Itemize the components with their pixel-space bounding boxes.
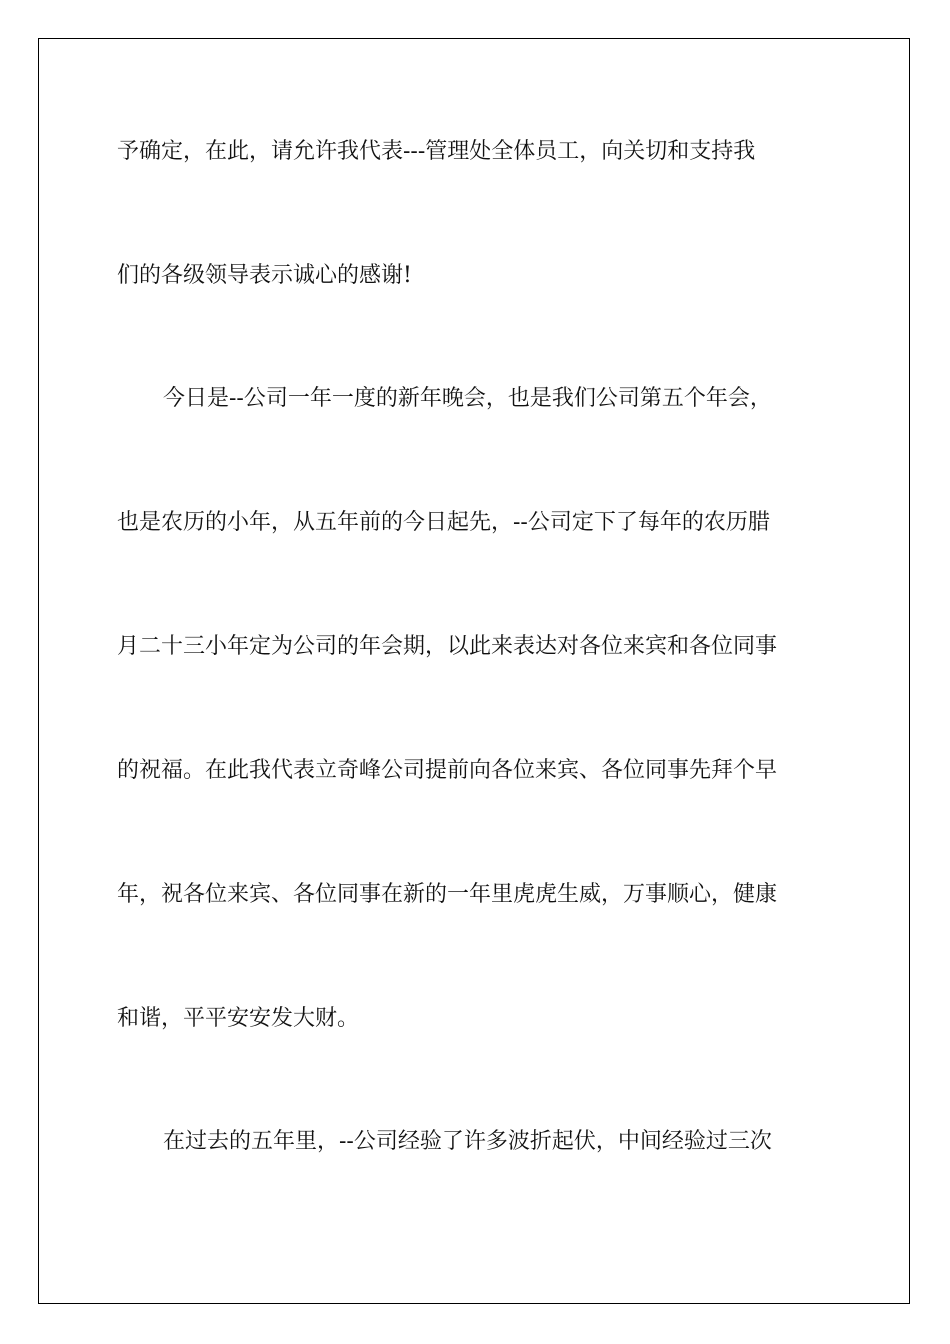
paragraph-first-line: 在过去的五年里，--公司经验了许多波折起伏，中间经验过三次 (163, 1129, 772, 1154)
paragraph-first-line: 今日是--公司一年一度的新年晚会，也是我们公司第五个年会， (163, 386, 772, 411)
body-text-line: 年，祝各位来宾、各位同事在新的一年里虎虎生威，万事顺心，健康 (117, 882, 778, 907)
body-text-line: 也是农历的小年，从五年前的今日起先，--公司定下了每年的农历腊 (117, 510, 770, 535)
page-frame (38, 38, 910, 1304)
body-text-line: 和谐，平平安安发大财。 (117, 1006, 360, 1031)
body-text-line: 月二十三小年定为公司的年会期，以此来表达对各位来宾和各位同事 (117, 634, 778, 659)
body-text-line: 予确定，在此，请允许我代表---管理处全体员工，向关切和支持我 (117, 139, 756, 164)
body-text-line: 的祝福。在此我代表立奇峰公司提前向各位来宾、各位同事先拜个早 (117, 758, 778, 783)
body-text-line: 们的各级领导表示诚心的感谢! (117, 263, 412, 288)
